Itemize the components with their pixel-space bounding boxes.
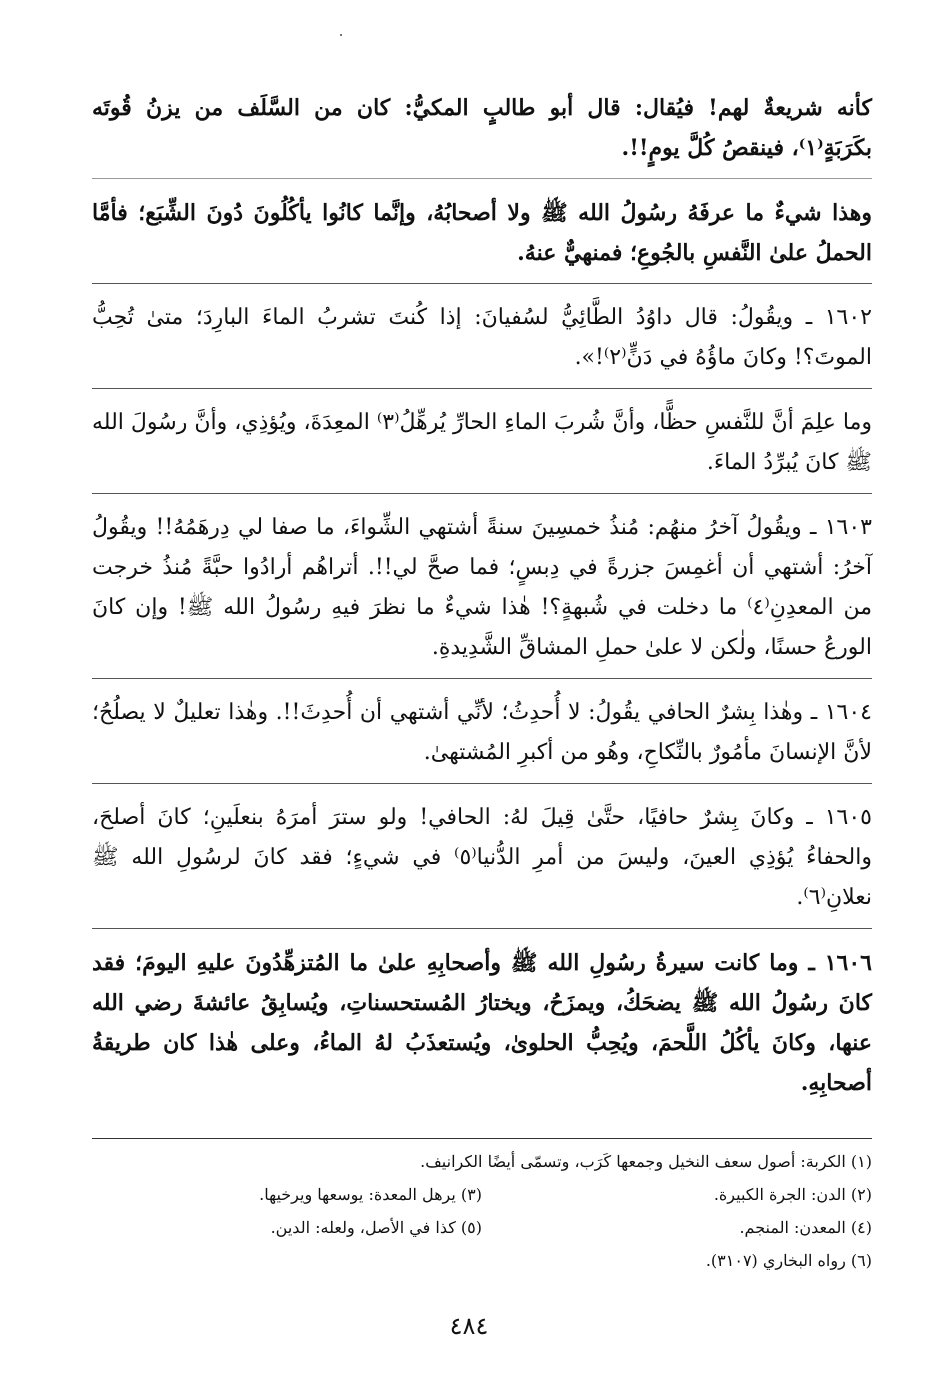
divider bbox=[92, 493, 872, 494]
divider bbox=[92, 283, 872, 284]
paragraph-8: ١٦٠٦ ـ وما كانت سيرةُ رسُولِ الله ﷺ وأصحابِهِ علىٰ ما المُتزهِّدُونَ عليهِ اليومَ؛ فقد كانَ رسُولُ الله ﷺ يضحَكُ، ويمزَحُ، ويختارُ المُستحسناتِ، ويُسابِقُ عائشةَ رضي الله عنها، وكانَ يأكُلُ اللَّحمَ، ويُحِبُّ الحلوىٰ، ويُستعذَبُ لهُ الماءُ، وعلى هٰذا كان طريقةُ أصحابِهِ. bbox=[92, 950, 872, 1096]
page-number: ٤٨٤ bbox=[449, 1312, 489, 1340]
paragraph-5: ١٦٠٣ ـ ويقُولُ آخرُ منهُم: مُنذُ خمسِينَ سنةً أشتهي الشِّواءَ، ما صفا لي دِرهَمُهُ!! ويقُولُ آخرُ: أشتهي أن أغمِسَ جزرةً في دِبسٍ؛ فما صحَّ لي!!. أتراهُم أرادُوا حبَّةً مُنذُ خرجت من المعدِنِ⁽٤⁾ ما دخلت في شُبهةٍ؟! هٰذا شيءٌ ما نظرَ فيهِ رسُولُ الله ﷺ! وإن كانَ الورعُ حسنًا، ولٰكن لا علىٰ حملِ المشاقِّ الشَّدِيدةِ. bbox=[92, 515, 872, 660]
footnote-3: (٣) يرهل المعدة: يوسعها ويرخيها. bbox=[259, 1185, 482, 1204]
divider bbox=[92, 678, 872, 679]
footnote-5: (٥) كذا في الأصل، ولعله: الدين. bbox=[270, 1218, 482, 1237]
footnote-4: (٤) المعدن: المنجم. bbox=[739, 1218, 872, 1237]
footnote-1: (١) الكربة: أصول سعف النخيل وجمعها كَرَب، وتسمّى أيضًا الكرانيف. bbox=[420, 1152, 872, 1171]
footnote-row-1 bbox=[92, 1145, 872, 1178]
footnote-row-2 bbox=[92, 1178, 872, 1211]
footnote-6: (٦) رواه البخاري (٣١٠٧). bbox=[705, 1251, 872, 1270]
paragraph-2: وهذا شيءٌ ما عرفَهُ رسُولُ الله ﷺ ولا أصحابُهُ، وإنَّما كانُوا يأكُلُونَ دُونَ الشِّبَع؛ فأمَّا الحملُ علىٰ النَّفسِ بالجُوعِ؛ فمنهيٌّ عنهُ. bbox=[92, 200, 872, 266]
paragraph-3: ١٦٠٢ ـ ويقُولُ: قال داوُدُ الطَّائِيُّ لسُفيانَ: إذا كُنتَ تشربُ الماءَ البارِدَ؛ متىٰ تُحِبُّ الموتَ؟! وكانَ ماؤُهُ في دَنٍّ⁽٢⁾!». bbox=[92, 305, 872, 370]
main-text bbox=[92, 88, 872, 1103]
footnote-2: (٢) الدن: الجرة الكبيرة. bbox=[713, 1185, 872, 1204]
paragraph-6: ١٦٠٤ ـ وهٰذا بِشرٌ الحافي يقُولُ: لا أُحدِثُ؛ لأنِّي أشتهي أن أُحدِثَ!!. وهٰذا تعليلٌ لا يصلُحُ؛ لأنَّ الإنسانَ مأمُورٌ بالنِّكاحِ، وهُو من أكبرِ المُشتهىٰ. bbox=[92, 700, 872, 765]
footnotes bbox=[92, 1138, 872, 1277]
divider bbox=[92, 783, 872, 784]
scan-speck bbox=[340, 34, 342, 36]
footnote-row-4 bbox=[92, 1244, 872, 1277]
paragraph-1: كأنه شريعةٌ لهم! فيُقال: قال أبو طالبٍ المكيُّ: كان من السَّلَف من يزنُ قُوتَه بكَرَبَةٍ⁽١⁾، فينقصُ كُلَّ يومٍ!!. bbox=[92, 95, 872, 161]
footnote-row-3 bbox=[92, 1211, 872, 1244]
divider bbox=[92, 928, 872, 929]
paragraph-4: وما علِمَ أنَّ للنَّفسِ حظًّا، وأنَّ شُربَ الماءِ الحارِّ يُرهِّلُ⁽٣⁾ المعِدَةَ، ويُؤذِي، وأنَّ رسُولَ الله ﷺ كانَ يُبرِّدُ الماءَ. bbox=[92, 410, 872, 475]
paragraph-7: ١٦٠٥ ـ وكانَ بِشرٌ حافيًا، حتَّىٰ قِيلَ لهُ: الحافي! ولو سترَ أمرَهُ بنعلَينِ؛ كانَ أصلحَ، والحفاءُ يُؤذِي العينَ، وليسَ من أمرِ الدُّنيا⁽٥⁾ في شيءٍ؛ فقد كانَ لرسُولِ الله ﷺ نعلانِ⁽٦⁾. bbox=[92, 805, 872, 910]
divider bbox=[92, 388, 872, 389]
divider bbox=[92, 178, 872, 179]
